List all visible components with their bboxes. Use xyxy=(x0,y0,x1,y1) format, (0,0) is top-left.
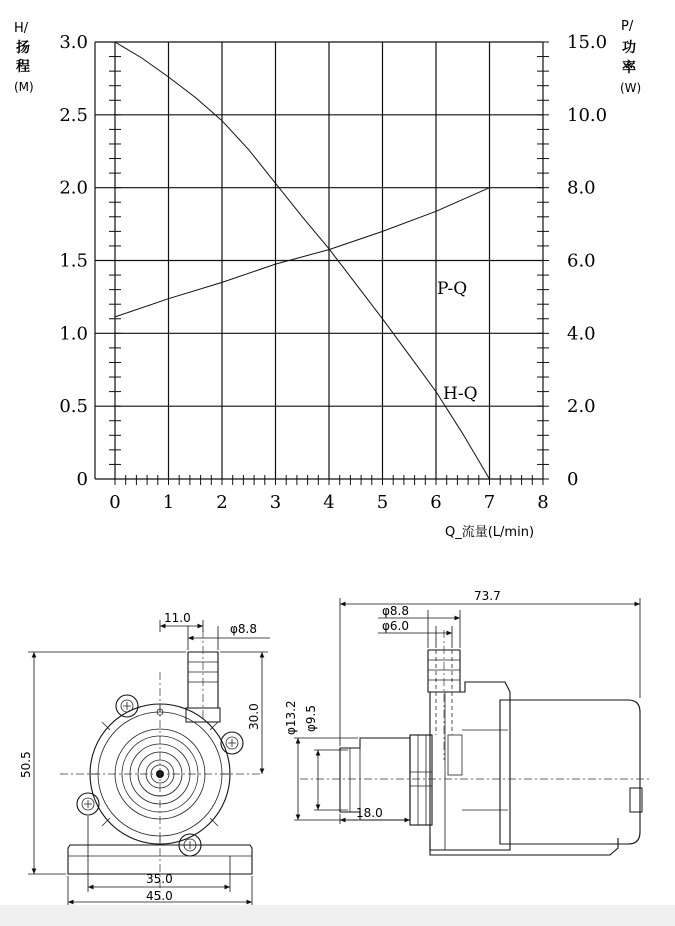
dim-front-outlet-height: 30.0 xyxy=(247,703,261,730)
x-axis-label: Q_流量(L/min) xyxy=(445,525,535,540)
left-axis-unit: (M) xyxy=(14,80,34,94)
right-tick-label: 6.0 xyxy=(567,250,596,272)
left-axis-symbol: H/ xyxy=(14,21,29,36)
series-line-p-q xyxy=(115,188,490,317)
dim-front-base-width: 45.0 xyxy=(146,889,173,903)
dim-front-height: 50.5 xyxy=(19,751,33,778)
right-tick-label: 10.0 xyxy=(567,104,608,126)
right-axis-cn1: 功 xyxy=(622,40,636,56)
right-axis-cn2: 率 xyxy=(622,60,636,76)
right-axis-title xyxy=(620,19,641,95)
x-tick-label: 1 xyxy=(162,492,175,513)
dim-side-length: 73.7 xyxy=(474,589,501,603)
x-tick-label: 6 xyxy=(430,492,442,513)
bottom-strip xyxy=(0,905,675,926)
front-view xyxy=(60,630,262,900)
dim-front-top-width: 11.0 xyxy=(164,611,191,625)
right-tick-label: 0 xyxy=(567,469,579,490)
x-tick-label: 3 xyxy=(269,492,282,513)
dim-side-inlet-dia-inner: φ9.5 xyxy=(304,705,318,732)
right-tick-label: 15.0 xyxy=(567,32,608,53)
side-view-dimensions xyxy=(284,589,640,824)
dim-side-outlet-dia-inner: φ6.0 xyxy=(382,619,409,633)
side-view xyxy=(300,630,650,855)
left-tick-label: 2.0 xyxy=(59,177,88,199)
series-label-h-q: H-Q xyxy=(443,384,478,404)
x-tick-label: 7 xyxy=(483,492,496,513)
right-axis-symbol: P/ xyxy=(621,19,634,34)
left-axis-title xyxy=(14,21,34,94)
left-axis-cn2: 程 xyxy=(16,59,30,75)
left-tick-label: 0.5 xyxy=(59,396,88,418)
dim-front-outlet-dia: φ8.8 xyxy=(230,622,257,636)
dim-side-outlet-dia-outer: φ8.8 xyxy=(382,604,409,618)
technical-drawing xyxy=(0,560,675,905)
right-tick-label: 8.0 xyxy=(567,177,596,199)
x-tick-label: 8 xyxy=(537,492,549,513)
left-tick-label: 1.5 xyxy=(59,250,88,272)
x-tick-label: 4 xyxy=(323,492,335,513)
dim-front-hole-spacing: 35.0 xyxy=(146,872,173,886)
x-tick-label: 0 xyxy=(109,492,121,513)
x-tick-label: 5 xyxy=(376,492,389,513)
right-axis-unit: (W) xyxy=(620,81,642,95)
left-tick-label: 1.0 xyxy=(59,323,88,345)
left-axis-cn1: 扬 xyxy=(16,40,30,56)
series-label-p-q: P-Q xyxy=(437,279,468,299)
chart-grid xyxy=(95,42,543,479)
dim-side-inlet-length: 18.0 xyxy=(356,806,383,820)
right-tick-label: 2.0 xyxy=(567,396,596,418)
dim-side-inlet-dia-outer: φ13.2 xyxy=(284,700,298,735)
left-tick-label: 2.5 xyxy=(59,104,88,126)
left-tick-label: 0 xyxy=(76,469,88,490)
left-tick-label: 3.0 xyxy=(59,32,88,53)
x-tick-label: 2 xyxy=(216,492,228,513)
chart-ticks xyxy=(59,32,607,513)
right-tick-label: 4.0 xyxy=(567,323,596,345)
